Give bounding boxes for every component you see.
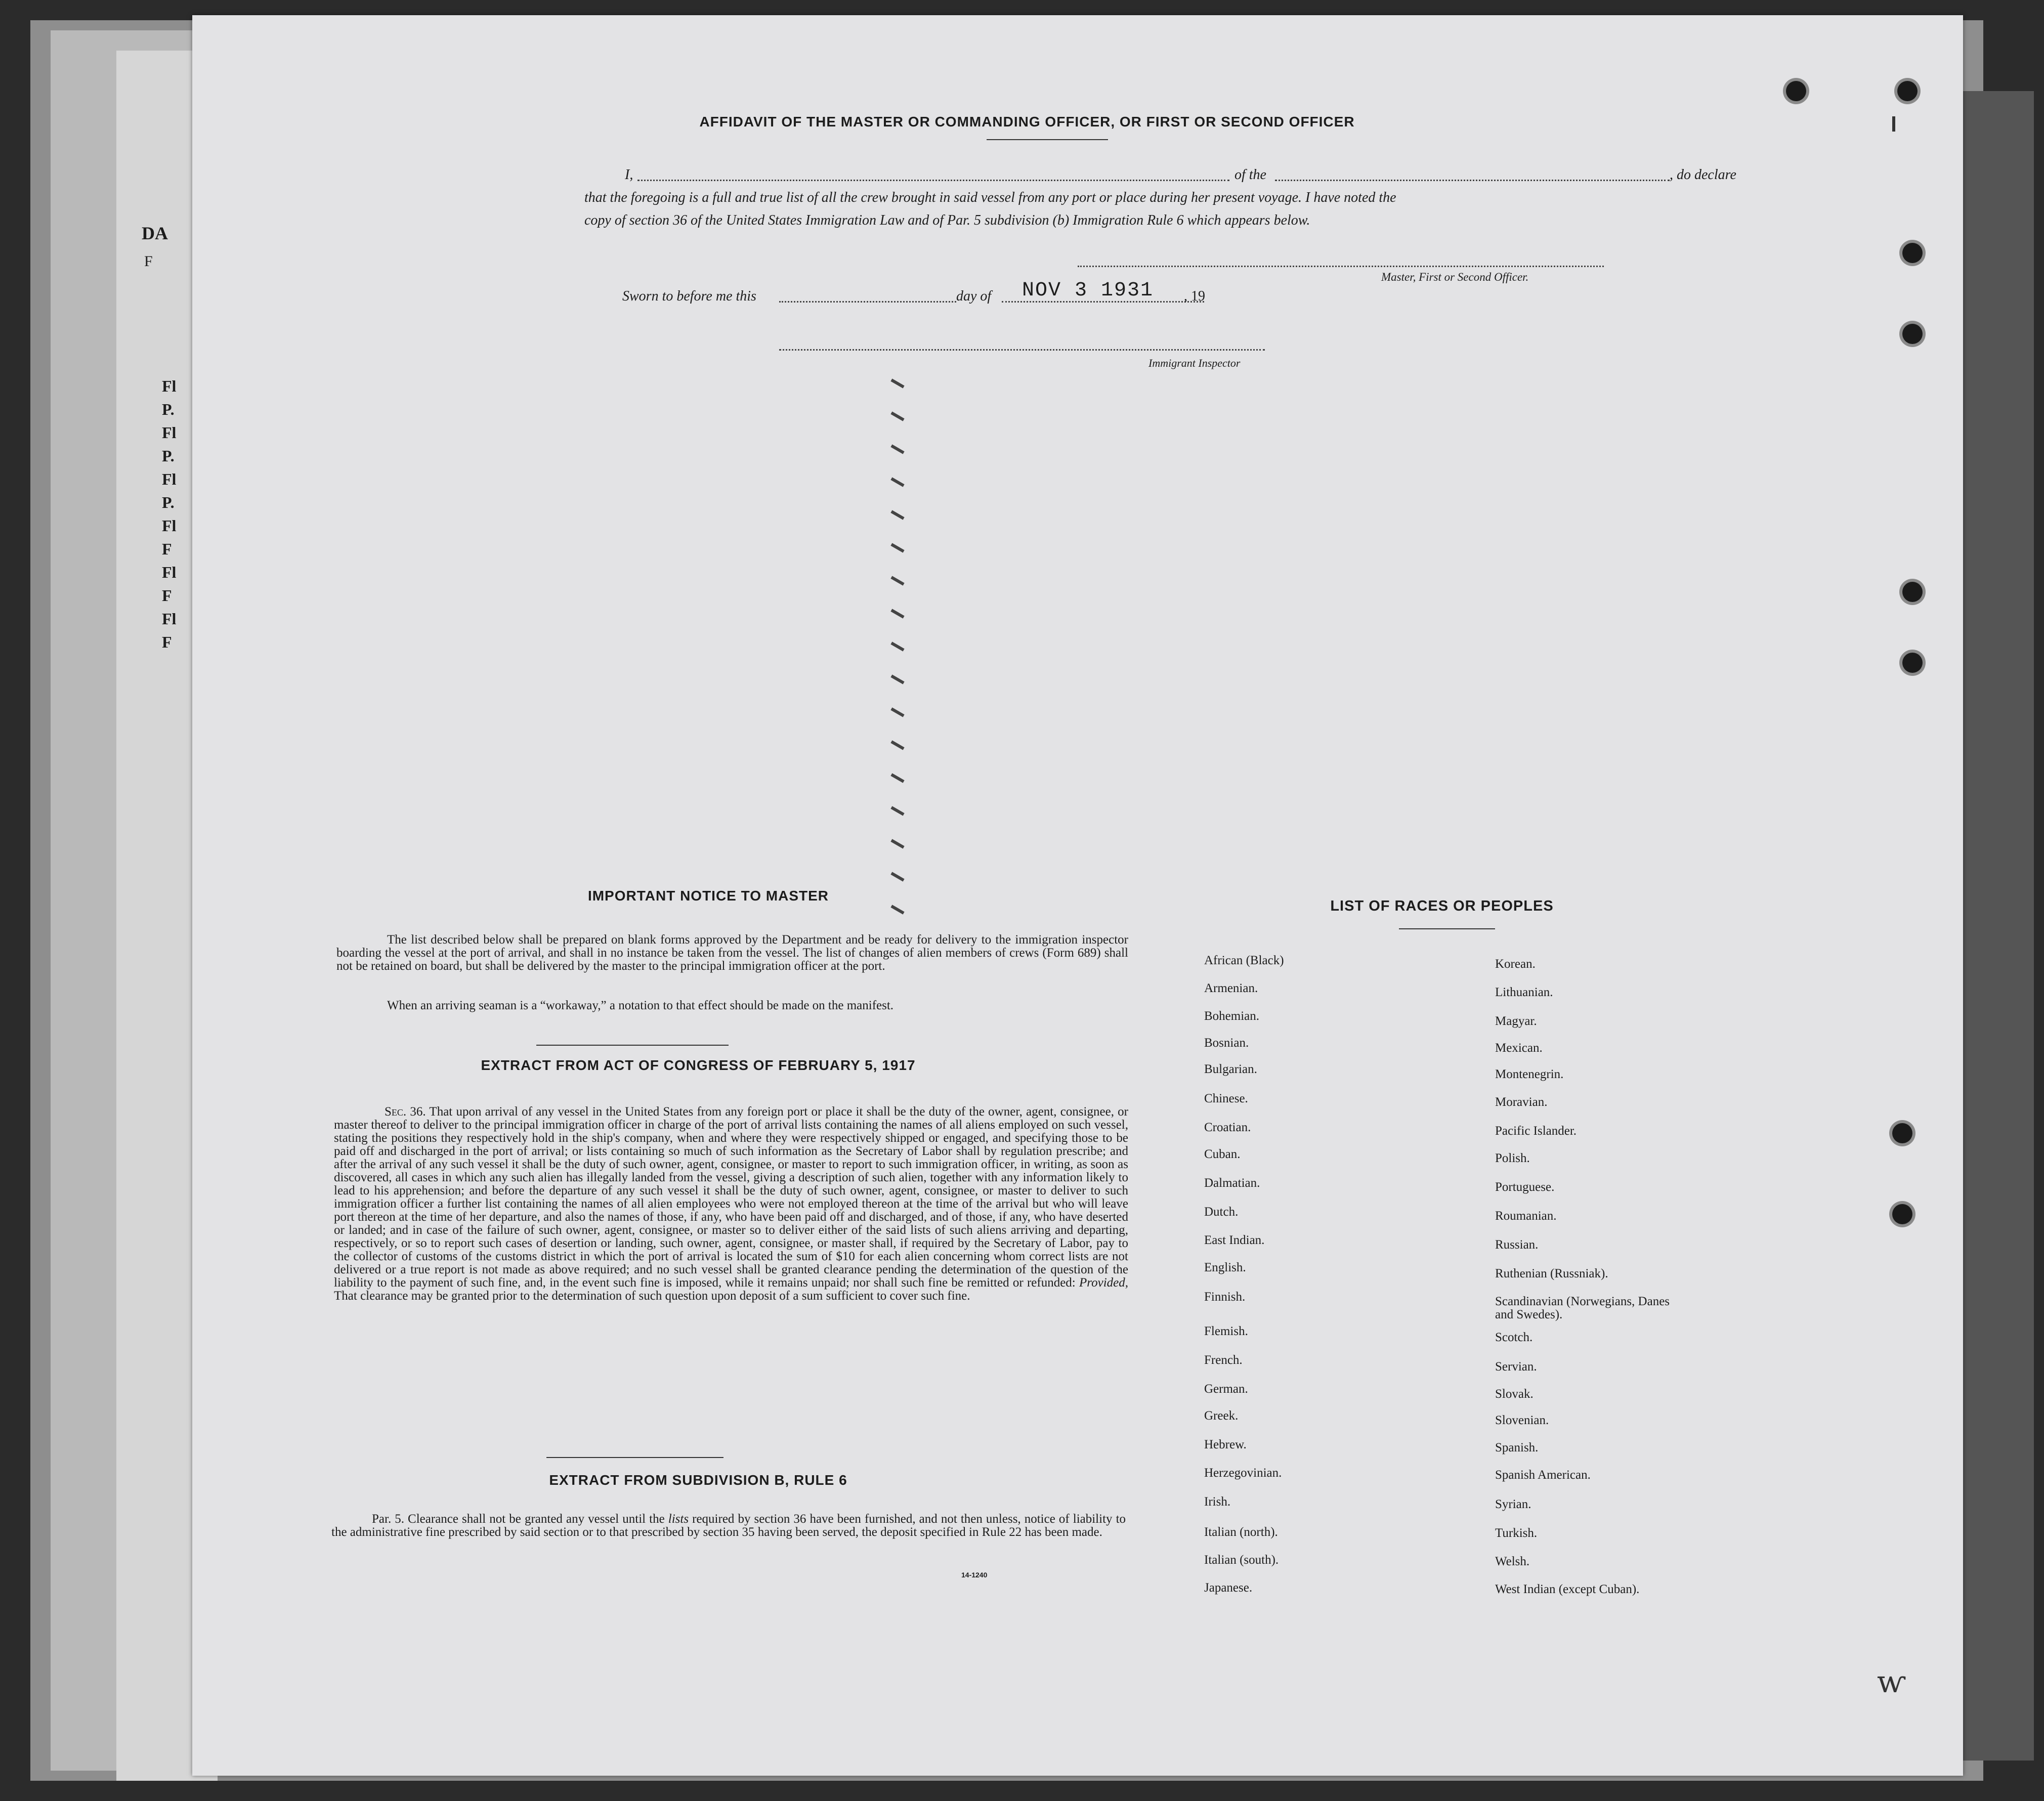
extract-rule-title: EXTRACT FROM SUBDIVISION B, RULE 6 (549, 1472, 847, 1488)
divider (546, 1457, 723, 1458)
race-item: Slovak. (1495, 1387, 1534, 1401)
race-item: Slovenian. (1495, 1413, 1549, 1427)
punch-hole (1892, 1204, 1912, 1224)
form-number: 14-1240 (961, 1571, 988, 1579)
bleed-tick-mark (890, 576, 904, 585)
year-prefix: , 19 (1184, 288, 1205, 304)
race-item: Servian. (1495, 1360, 1537, 1374)
bleed-tick-mark (890, 839, 904, 848)
race-item: Dutch. (1204, 1205, 1239, 1219)
race-item: Bulgarian. (1204, 1062, 1257, 1076)
race-item: Korean. (1495, 957, 1536, 971)
day-of-text: day of (956, 288, 992, 304)
margin-letter: F (144, 253, 153, 270)
section-36-text: That upon arrival of any vessel in the United States from any foreign port or place it shall be the duty of the owner, agent, consignee, or master thereof to deliver to the principal immigration officer in charge of the port of arrival lists containing the names of all aliens employed on such vessel, stating the positions they respectively hold in the ship's company, when and where they were respectively shipped or engaged, and specifying those to be paid off and discharged in the port of arrival; or lists containing so much of such information as the Secretary of Labor shall by regulation prescribe; and after the arrival of any such vessel it shall be the duty of such owner, agent, consignee, or master to report to such immigration officer, in writing, as soon as discovered, all cases in which any such alien has illegally landed from the vessel, giving a description of such alien, together with any information likely to lead to his apprehension; and before the departure of any such vessel it shall be the duty of such owner, agent, consignee, or master to deliver to such immigration officer a further list containing the names of all alien employees who were not employed thereon at the time of the arrival but who will leave port thereon at the time of her departure, and also the names of those, if any, who have been paid off and discharged, and of those, if any, who have deserted or landed; and in case of the failure of such owner, agent, consignee, or master so to deliver either of the said lists of such aliens arriving and departing, respectively, or so to report such cases of desertion or landing, such owner, agent, consignee, or master shall, if required by the Secretary of Labor, pay to the collector of customs of the customs district in which the port of arrival is located the sum of $10 for each alien concerning whom correct lists are not delivered or a true report is not made as above required; and no such vessel shall be granted clearance pending the determination of the question of the liability to the payment of such fine, and, in the event such fine is imposed, while it remains unpaid; nor shall such fine be remitted or refunded: (334, 1105, 1128, 1290)
signature-line (1078, 266, 1604, 267)
bleed-tick-mark (890, 609, 904, 618)
race-item: Turkish. (1495, 1526, 1538, 1540)
extract-rule-text (331, 1513, 1126, 1539)
bleed-tick-mark (890, 411, 904, 421)
race-item: Magyar. (1495, 1014, 1537, 1028)
margin-letters (162, 374, 192, 654)
race-item: Polish. (1495, 1151, 1530, 1165)
race-item: Pacific Islander. (1495, 1124, 1577, 1138)
punch-hole (1892, 1123, 1912, 1143)
race-item: Mexican. (1495, 1041, 1543, 1055)
margin-letter: Fl (162, 470, 177, 488)
date-stamp: NOV 3 1931 (1022, 279, 1154, 302)
punch-hole (1902, 653, 1923, 673)
vessel-blank-line (1275, 180, 1670, 181)
race-item: Dalmatian. (1204, 1176, 1260, 1190)
margin-letter: F (162, 586, 172, 605)
handwritten-mark: ⱳ (1877, 1664, 1906, 1700)
rule-text-a: Par. 5. Clearance shall not be granted any vessel until the (372, 1512, 665, 1526)
punch-hole (1897, 81, 1918, 101)
race-item: Spanish American. (1495, 1468, 1591, 1482)
extract-act-text (334, 1105, 1128, 1303)
margin-letter: F (162, 633, 172, 651)
divider (536, 1045, 729, 1046)
race-item: Japanese. (1204, 1581, 1253, 1595)
margin-letter: Fl (162, 423, 177, 442)
affidavit-i: I, (625, 167, 633, 183)
race-item: Russian. (1495, 1238, 1539, 1252)
bleed-tick-mark (890, 444, 904, 454)
punch-hole (1786, 81, 1806, 101)
race-item: Moravian. (1495, 1095, 1548, 1109)
race-item: African (Black) (1204, 954, 1284, 967)
bleed-tick-mark (890, 707, 904, 717)
section-36-text-end: That clearance may be granted prior to the determination of such question upon deposit of a sum sufficient to cover such fine. (334, 1289, 970, 1303)
divider (987, 139, 1108, 140)
provided-label: Provided, (1079, 1276, 1128, 1290)
race-item: Italian (south). (1204, 1553, 1279, 1567)
race-item: Syrian. (1495, 1497, 1531, 1511)
race-item: French. (1204, 1353, 1243, 1367)
race-item: Scandinavian (Norwegians, Danes and Swedes). (1495, 1295, 1670, 1321)
margin-letter: P. (162, 447, 175, 465)
right-edge-strip (1963, 91, 2034, 1761)
affidavit-statement-line2: that the foregoing is a full and true list of all the crew brought in said vessel from any port or place during her present voyage. I have noted the (584, 190, 1396, 205)
race-item: Flemish. (1204, 1324, 1248, 1338)
race-item: Bosnian. (1204, 1036, 1249, 1050)
margin-letter: P. (162, 400, 175, 418)
divider (1399, 928, 1495, 929)
margin-letter: Fl (162, 610, 177, 628)
affidavit-of-the: of the (1234, 167, 1266, 183)
bleed-tick-mark (890, 872, 904, 881)
punch-hole (1902, 582, 1923, 602)
race-item: Irish. (1204, 1495, 1231, 1509)
margin-letter: DA (142, 223, 168, 243)
margin-letter: Fl (162, 563, 177, 581)
race-item: Finnish. (1204, 1290, 1246, 1304)
inspector-signature-line (779, 349, 1265, 351)
rule-text-b: required by section 36 have been furnished, and not then unless, notice of liability to the administrative fine prescribed by said section or to that prescribed by section 35 having been served, the deposit specified in Rule 22 has been made. (331, 1512, 1126, 1539)
bleed-tick-mark (890, 543, 904, 552)
bleed-tick-mark (890, 674, 904, 684)
bleed-tick-mark (890, 641, 904, 651)
margin-letter: Fl (162, 517, 177, 535)
margin-letter: F (162, 540, 172, 558)
margin-mark (1892, 116, 1895, 132)
section-label: Sec. 36. (385, 1105, 426, 1119)
bleed-tick-mark (890, 378, 904, 388)
bleed-tick-mark (890, 510, 904, 520)
name-blank-line (637, 180, 1229, 181)
notice-paragraph: The list described below shall be prepared on blank forms approved by the Department and be ready for delivery to the immigration inspector boarding the vessel at the port of arrival, and shall in no instance be taken from the vessel. The list of changes of alien members of crews (Form 689) shall not be retained on board, but shall be delivered by the master to the principal immigration officer at the port. (336, 933, 1128, 973)
race-item: Ruthenian (Russniak). (1495, 1267, 1608, 1280)
race-item: Greek. (1204, 1409, 1239, 1423)
affidavit-page (192, 15, 1963, 1776)
race-item: German. (1204, 1382, 1248, 1396)
margin-letter: P. (162, 493, 175, 511)
race-item: Bohemian. (1204, 1009, 1260, 1023)
punch-hole (1902, 243, 1923, 263)
punch-hole (1902, 324, 1923, 344)
sworn-text: Sworn to before me this (622, 288, 756, 304)
notice-title: IMPORTANT NOTICE TO MASTER (587, 888, 829, 904)
race-item: Italian (north). (1204, 1525, 1278, 1539)
inspector-caption: Immigrant Inspector (1148, 357, 1241, 369)
race-item: Roumanian. (1495, 1209, 1557, 1223)
bleed-tick-mark (890, 773, 904, 783)
bleed-tick-mark (890, 905, 904, 914)
races-title: LIST OF RACES OR PEOPLES (1330, 898, 1554, 914)
bleed-tick-mark (890, 740, 904, 750)
race-item: Spanish. (1495, 1441, 1539, 1454)
signature-caption: Master, First or Second Officer. (1381, 271, 1529, 283)
race-item: English. (1204, 1261, 1246, 1274)
notice-paragraph: When an arriving seaman is a “workaway,” a notation to that effect should be made on the manifest. (387, 999, 894, 1012)
race-item: Scotch. (1495, 1331, 1533, 1344)
margin-letter: Fl (162, 377, 177, 395)
race-item: Croatian. (1204, 1121, 1251, 1134)
race-item: West Indian (except Cuban). (1495, 1582, 1640, 1596)
affidavit-declare: , do declare (1670, 167, 1736, 183)
race-item: Chinese. (1204, 1092, 1248, 1105)
race-item: Hebrew. (1204, 1438, 1247, 1451)
race-item: Herzegovinian. (1204, 1466, 1282, 1480)
race-item: Armenian. (1204, 981, 1258, 995)
affidavit-title: AFFIDAVIT OF THE MASTER OR COMMANDING OFFICER, OR FIRST OR SECOND OFFICER (699, 114, 1355, 130)
race-item: East Indian. (1204, 1233, 1265, 1247)
race-item: Welsh. (1495, 1555, 1530, 1568)
bleed-tick-mark (890, 806, 904, 816)
race-item: Lithuanian. (1495, 985, 1553, 999)
race-item: Cuban. (1204, 1147, 1241, 1161)
extract-act-title: EXTRACT FROM ACT OF CONGRESS OF FEBRUARY 5, 1917 (481, 1057, 916, 1073)
affidavit-statement-line3: copy of section 36 of the United States Immigration Law and of Par. 5 subdivision (b) Immigration Rule 6 which appears below. (584, 212, 1310, 228)
race-item: Portuguese. (1495, 1180, 1555, 1194)
race-item: Montenegrin. (1495, 1067, 1564, 1081)
bleed-tick-mark (890, 477, 904, 487)
day-blank-line (779, 301, 956, 303)
lists-word: lists (668, 1512, 689, 1526)
